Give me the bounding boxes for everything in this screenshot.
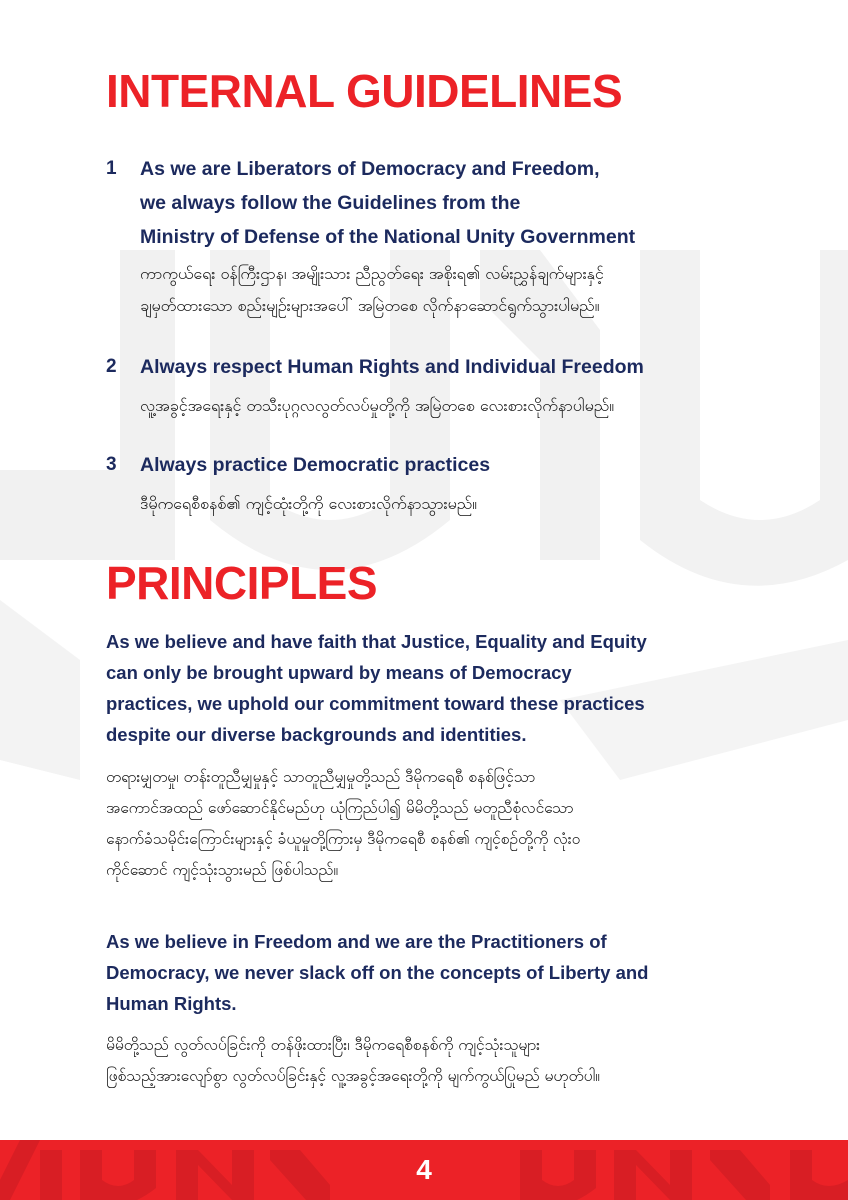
item-number: 3: [106, 454, 117, 475]
paragraph-burmese-line: အကောင်အထည် ဖော်ဆောင်နိုင်မည်ဟု ယုံကြည်ပါ၍ မိမိတို့သည် မတူညီစုံလင်သော: [106, 799, 574, 817]
paragraph-burmese-line: နောက်ခံသမိုင်းကြောင်းများနှင့် ခံယူမှုတို့ကြားမှ ဒီမိုကရေစီ စနစ်၏ ကျင့်စဉ်တို့ကို လုံးဝ: [106, 830, 581, 848]
section-title-principles: PRINCIPLES: [106, 557, 378, 609]
page-number: 4: [416, 1154, 432, 1185]
item-burmese-line: ချမှတ်ထားသော စည်းမျဉ်းများအပေါ် အမြဲတစေ လိုက်နာဆောင်ရွက်သွားပါမည်။: [140, 296, 600, 315]
paragraph-english-line: Human Rights.: [106, 993, 237, 1014]
item-number: 1: [106, 158, 117, 179]
paragraph-burmese-line: ကိုင်ဆောင် ကျင့်သုံးသွားမည် ဖြစ်ပါသည်။: [106, 861, 339, 879]
item-burmese-line: လူ့အခွင့်အရေးနှင့် တသီးပုဂ္ဂလလွတ်လပ်မှုတို့ကို အမြဲတစေ လေးစားလိုက်နာပါမည်။: [140, 396, 615, 415]
item-english-line: Always practice Democratic practices: [140, 454, 491, 476]
item-english-line: Always respect Human Rights and Individual Freedom: [140, 356, 644, 378]
paragraph-english-line: As we believe and have faith that Justice, Equality and Equity: [106, 631, 647, 652]
item-english-line: we always follow the Guidelines from the: [140, 192, 521, 214]
paragraph-english-line: despite our diverse backgrounds and identities.: [106, 724, 527, 745]
paragraph-english-line: practices, we uphold our commitment toward these practices: [106, 693, 645, 714]
item-english-line: As we are Liberators of Democracy and Freedom,: [140, 158, 600, 180]
item-number: 2: [106, 356, 117, 377]
paragraph-burmese-line: တရားမျှတမှု၊ တန်းတူညီမျှမှုနှင့် သာတူညီမျှမှုတို့သည် ဒီမိုကရေစီ စနစ်ဖြင့်သာ: [106, 768, 536, 786]
item-english-line: Ministry of Defense of the National Unity Government: [140, 226, 636, 248]
section-title-internal-guidelines: INTERNAL GUIDELINES: [106, 65, 623, 117]
item-burmese-line: ဒီမိုကရေစီစနစ်၏ ကျင့်ထုံးတို့ကို လေးစားလိုက်နာသွားမည်။: [140, 494, 478, 513]
item-burmese-line: ကာကွယ်ရေး ဝန်ကြီးဌာန၊ အမျိုးသား ညီညွတ်ရေး အစိုးရ၏ လမ်းညွှန်ချက်များနှင့်: [140, 264, 604, 283]
paragraph-burmese-line: မိမိတို့သည် လွတ်လပ်ခြင်းကို တန်ဖိုးထားပြီး၊ ဒီမိုကရေစီစနစ်ကို ကျင့်သုံးသူများ: [106, 1036, 541, 1054]
paragraph-english-line: Democracy, we never slack off on the concepts of Liberty and: [106, 962, 649, 983]
paragraph-burmese-line: ဖြစ်သည့်အားလျော်စွာ လွတ်လပ်ခြင်းနှင့် လူ့အခွင့်အရေးတို့ကို မျက်ကွယ်ပြုမည် မဟုတ်ပါ။: [106, 1067, 600, 1085]
paragraph-english-line: can only be brought upward by means of Democracy: [106, 662, 572, 683]
paragraph-english-line: As we believe in Freedom and we are the Practitioners of: [106, 931, 607, 952]
footer-band: [0, 1140, 848, 1200]
